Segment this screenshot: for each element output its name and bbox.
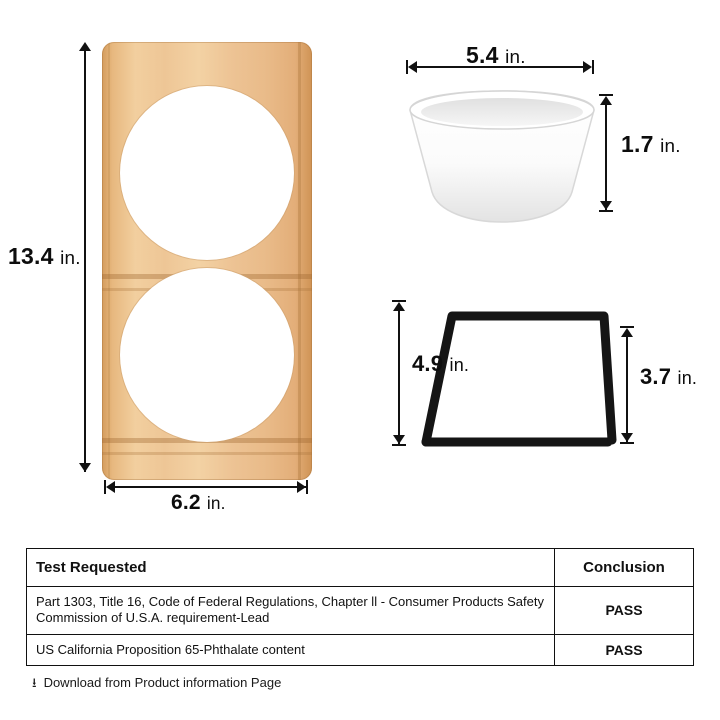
board-width-line	[108, 486, 306, 488]
bowl-interior	[421, 98, 583, 126]
stand-left-value: 4.9	[412, 351, 444, 376]
stand-left-label	[412, 351, 469, 377]
stand-left-arrow-top	[393, 302, 405, 311]
bowl-width-cap-right	[592, 60, 594, 74]
bowl-width-unit: in.	[505, 46, 526, 67]
stand-left-unit: in.	[449, 355, 470, 375]
download-icon: ⭳	[32, 674, 37, 690]
stand-left-cap-bottom	[392, 444, 406, 446]
stand-frame	[426, 316, 612, 442]
board-grain-line	[298, 42, 301, 480]
table-row	[27, 634, 694, 665]
test-description: Part 1303, Title 16, Code of Federal Regulations, Chapter ll - Consumer Products Safety Commission of U.S.A. requirement-Lead	[27, 587, 555, 635]
board-height-line	[84, 50, 86, 472]
stand-right-unit: in.	[677, 368, 698, 388]
stand-right-arrow-top	[621, 328, 633, 337]
download-label: Download from Product information Page	[43, 674, 282, 690]
stand-right-value: 3.7	[640, 364, 672, 389]
board-grain-line	[108, 42, 110, 480]
stand-left-arrow-bottom	[393, 435, 405, 444]
stand-right-arrow-bottom	[621, 433, 633, 442]
table-header-row	[27, 549, 694, 587]
board-width-arrow-right	[297, 481, 306, 493]
board-bowl-cutout-top	[120, 86, 294, 260]
board-bowl-cutout-bottom	[120, 268, 294, 442]
certification-table	[26, 548, 694, 666]
board-width-unit: in.	[206, 493, 226, 513]
board-width-cap-right	[306, 480, 308, 494]
bowl-width-label	[466, 42, 526, 69]
bowl-height-cap-bottom	[599, 210, 613, 212]
board-height-label	[8, 243, 81, 270]
test-description: US California Proposition 65-Phthalate content	[27, 634, 555, 665]
table-row	[27, 587, 694, 635]
board-height-unit: in.	[60, 247, 81, 268]
board-height-arrow-top	[79, 42, 91, 51]
bamboo-board-illustration	[102, 42, 312, 480]
board-grain-line	[102, 452, 312, 455]
download-link[interactable]	[26, 675, 694, 690]
bowl-width-arrow-right	[583, 61, 592, 73]
bowl-height-arrow-top	[600, 96, 612, 105]
bowl-illustration	[404, 88, 600, 228]
header-test-requested: Test Requested	[27, 549, 555, 587]
certification-section	[26, 548, 694, 690]
board-width-label	[171, 491, 226, 515]
test-conclusion: PASS	[555, 587, 694, 635]
bowl-height-line	[605, 98, 607, 210]
bowl-height-value: 1.7	[621, 131, 654, 157]
board-width-arrow-left	[106, 481, 115, 493]
board-width-value: 6.2	[171, 491, 201, 514]
header-conclusion: Conclusion	[555, 549, 694, 587]
bowl-width-arrow-left	[408, 61, 417, 73]
bowl-height-unit: in.	[660, 135, 681, 156]
stand-right-label	[640, 364, 697, 390]
test-conclusion: PASS	[555, 634, 694, 665]
stand-right-cap-bottom	[620, 442, 634, 444]
bowl-width-value: 5.4	[466, 42, 499, 68]
board-surface	[102, 42, 312, 480]
stand-left-height-line	[398, 304, 400, 444]
bowl-height-arrow-bottom	[600, 201, 612, 210]
board-height-value: 13.4	[8, 243, 54, 269]
stand-right-height-line	[626, 330, 628, 442]
bowl-height-label	[621, 131, 681, 158]
bowl-svg	[404, 88, 600, 228]
board-height-arrow-bottom	[79, 463, 91, 472]
